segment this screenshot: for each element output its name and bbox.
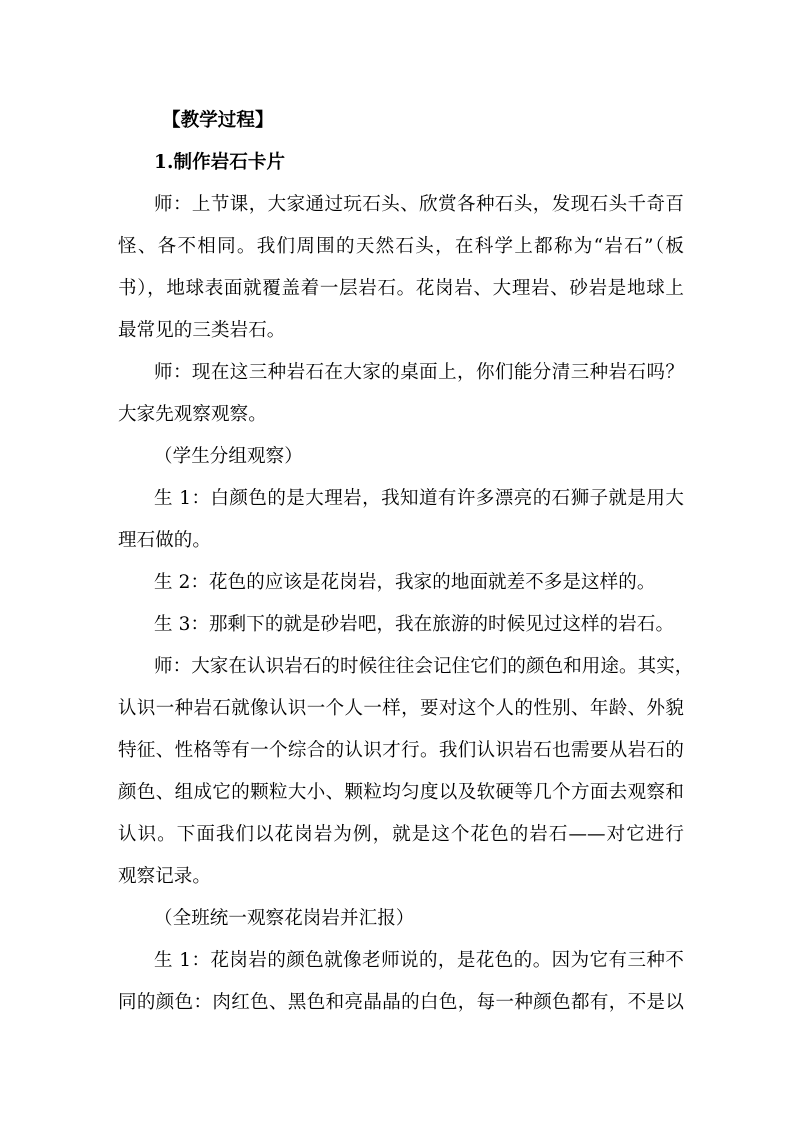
paragraph-line: 师：上节课，大家通过玩石头、欣赏各种石头，发现石头千奇百 bbox=[154, 194, 684, 215]
paragraph-line: 特征、性格等有一个综合的认识才行。我们认识岩石也需要从岩石的 bbox=[118, 740, 684, 761]
paragraph-line: 颜色、组成它的颗粒大小、颗粒均匀度以及软硬等几个方面去观察和 bbox=[118, 782, 684, 803]
document-body bbox=[118, 100, 694, 1024]
paragraph-line: 书），地球表面就覆盖着一层岩石。花岗岩、大理岩、砂岩是地球上 bbox=[118, 278, 684, 299]
paragraph-line: （全班统一观察花岗岩并汇报） bbox=[154, 908, 415, 929]
paragraph-line: 师：大家在认识岩石的时候往往会记住它们的颜色和用途。其实， bbox=[154, 656, 694, 677]
section-heading: 【教学过程】 bbox=[162, 110, 274, 131]
paragraph-line: 怪、各不相同。我们周围的天然石头，在科学上都称为“岩石”（板 bbox=[118, 236, 684, 257]
paragraph-line: 生 3：那剩下的就是砂岩吧，我在旅游的时候见过这样的岩石。 bbox=[154, 614, 675, 635]
paragraph-line: 同的颜色：肉红色、黑色和亮晶晶的白色，每一种颜色都有，不是以 bbox=[118, 992, 684, 1013]
paragraph-line: 生 1：花岗岩的颜色就像老师说的，是花色的。因为它有三种不 bbox=[154, 950, 684, 971]
paragraph-line: 大家先观察观察。 bbox=[118, 404, 267, 425]
paragraph-line: 最常见的三类岩石。 bbox=[118, 320, 286, 341]
paragraph-line: 生 2：花色的应该是花岗岩，我家的地面就差不多是这样的。 bbox=[154, 572, 656, 593]
paragraph-line: 师：现在这三种岩石在大家的桌面上，你们能分清三种岩石吗？ bbox=[154, 362, 684, 383]
paragraph-line: 认识。下面我们以花岗岩为例，就是这个花色的岩石——对它进行 bbox=[118, 824, 684, 845]
paragraph-line: 认识一种岩石就像认识一个人一样，要对这个人的性别、年龄、外貌 bbox=[118, 698, 684, 719]
paragraph-line: 观察记录。 bbox=[118, 866, 212, 887]
paragraph-line: 生 1：白颜色的是大理岩，我知道有许多漂亮的石狮子就是用大 bbox=[154, 488, 684, 509]
paragraph-line: （学生分组观察） bbox=[154, 446, 303, 467]
subsection-title: 1.制作岩石卡片 bbox=[154, 152, 286, 173]
paragraph-line: 理石做的。 bbox=[118, 530, 212, 551]
